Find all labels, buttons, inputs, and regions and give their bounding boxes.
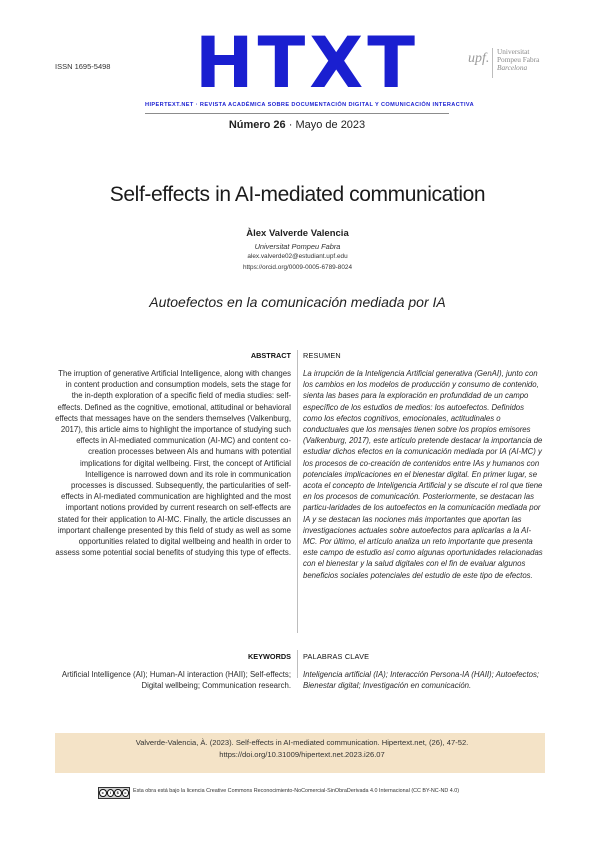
logo-wordmark: HTXT: [194, 22, 420, 104]
university-logo: [468, 48, 548, 78]
article-title: Self-effects in AI-mediated communication: [109, 183, 486, 206]
keywords-label-en: KEYWORDS: [248, 652, 291, 661]
by-icon: i: [107, 789, 115, 797]
upf-divider: [492, 48, 493, 78]
license-row: [98, 787, 518, 799]
abstract-divider: [297, 350, 298, 633]
upf-name: [497, 48, 539, 73]
header-rule: [145, 113, 449, 114]
license-text: Esta obra está bajo la licencia Creative Commons Reconocimiento-NoComercial-SinObraDerivada 4.0 Internacional (CC BY-NC-ND 4.0): [133, 788, 460, 794]
abstract-label-en: ABSTRACT: [250, 351, 291, 360]
citation-text: Valverde-Valencia, À. (2023). Self-effects in AI-mediated communication. Hipertext.net, (26), 47-52. https://doi.org/10.31009/hipertext.net.2023.i26.07: [135, 738, 469, 759]
cc-license-badge[interactable]: [98, 787, 130, 799]
nd-icon: =: [122, 789, 130, 797]
author-name: Àlex Valverde Valencia: [246, 228, 349, 239]
author-orcid-link[interactable]: https://orcid.org/0009-0005-6789-8024: [242, 264, 353, 271]
issue-date: · Mayo de 2023: [285, 119, 366, 131]
upf-line-3: Barcelona: [497, 63, 528, 73]
upf-line-1: Universitat: [497, 47, 530, 56]
keywords-divider: [297, 650, 298, 678]
issue-info: [145, 119, 449, 131]
issn: ISSN 1695-5498: [55, 62, 111, 71]
nc-icon: $: [114, 789, 122, 797]
abstract-text-en: The irruption of generative Artificial Intelligence, along with changes in content production and consumption models, sets the stage for the in-depth exploration of a specific field of media studies: self-effects. Defined as the cognitive, emotional, attitudinal or behavioral effects that messages have on the senders themselves (Valkenburg, 2017), this article aims to highlight the importance of studying such effects in AI-mediated communication (AI-MC) and content co-creation processes between AIs and humans with potential implications for digital wellbeing. First, the concept of Artificial Intelligence is narrowed down and its role in communication processes is discussed. Subsequently, the particularities of self-effects in AI-mediated communication are highlighted and the most important notions provided by current research on self-effects are stated for their application to AI-MC. Finally, the article discusses an important challenge presented by this field of study as well as some opportunities related to digital wellbeing and health in order to assess some potential social benefits of studying this type of effects.: [55, 369, 291, 558]
abstract-text-es: La irrupción de la Inteligencia Artificial generativa (GenAI), junto con los cambios en los modelos de producción y consumo de contenido, sienta las bases para la exploración en profundidad de un campo específico de los estudios de medios: los autoefectos. Definidos como los efectos cognitivos, emocionales, actitudinales o conductuales que los mensajes tienen sobre los propios emisores (Valkenburg, 2017), este artículo pretende destacar la importancia de estudiar dichos efectos en la comunicación mediada por IA (AI-MC) y los procesos de co-creación de contenidos entre IAs y humanos con potenciales implicaciones en el bienestar digital. En primer lugar, se acota el concepto de Inteligencia Artificial y se discute el rol que tiene en los procesos de comunicación. Posteriormente, se destacan las particu-laridades de los autoefectos en la comunicación mediada por IA y se destacan las nociones más importantes que aportan las investigaciones actuales sobre autoefectos para aplicarlas a la AI-MC. Por último, el artículo analiza un reto importante que presenta este campo de estudio así como algunas oportunidades relacionadas con el bienestar y la salud digitales con el fin de evaluar algunos beneficios sociales potenciales del estudio de este tipo de efectos.: [303, 369, 543, 580]
issue-number: Número 26: [228, 119, 286, 131]
abstract-label-es: RESUMEN: [303, 351, 341, 360]
journal-tagline: HIPERTEXT.NET · REVISTA ACADÉMICA SOBRE DOCUMENTACIÓN DIGITAL Y COMUNICACIÓN INTERACTIVA: [145, 102, 475, 108]
cc-icon: c: [99, 789, 107, 797]
upf-line-2: Pompeu Fabra: [497, 55, 540, 65]
article-subtitle-es: Autoefectos en la comunicación mediada por IA: [149, 294, 446, 310]
keywords-text-en: Artificial Intelligence (AI); Human-AI interaction (HAII); Self-effects; Digital wellbeing; Communication research.: [61, 670, 291, 691]
keywords-label-es: PALABRAS CLAVE: [303, 652, 370, 661]
journal-logo: [167, 22, 447, 104]
author-email[interactable]: alex.valverde02@estudiant.upf.edu: [247, 253, 348, 260]
author-affiliation: Universitat Pompeu Fabra: [254, 242, 341, 251]
keywords-text-es: Inteligencia artificial (IA); Interacción Persona-IA (HAII); Autoefectos; Bienestar digital; Investigación en comunicación.: [303, 670, 540, 691]
upf-mark: upf.: [468, 51, 490, 66]
